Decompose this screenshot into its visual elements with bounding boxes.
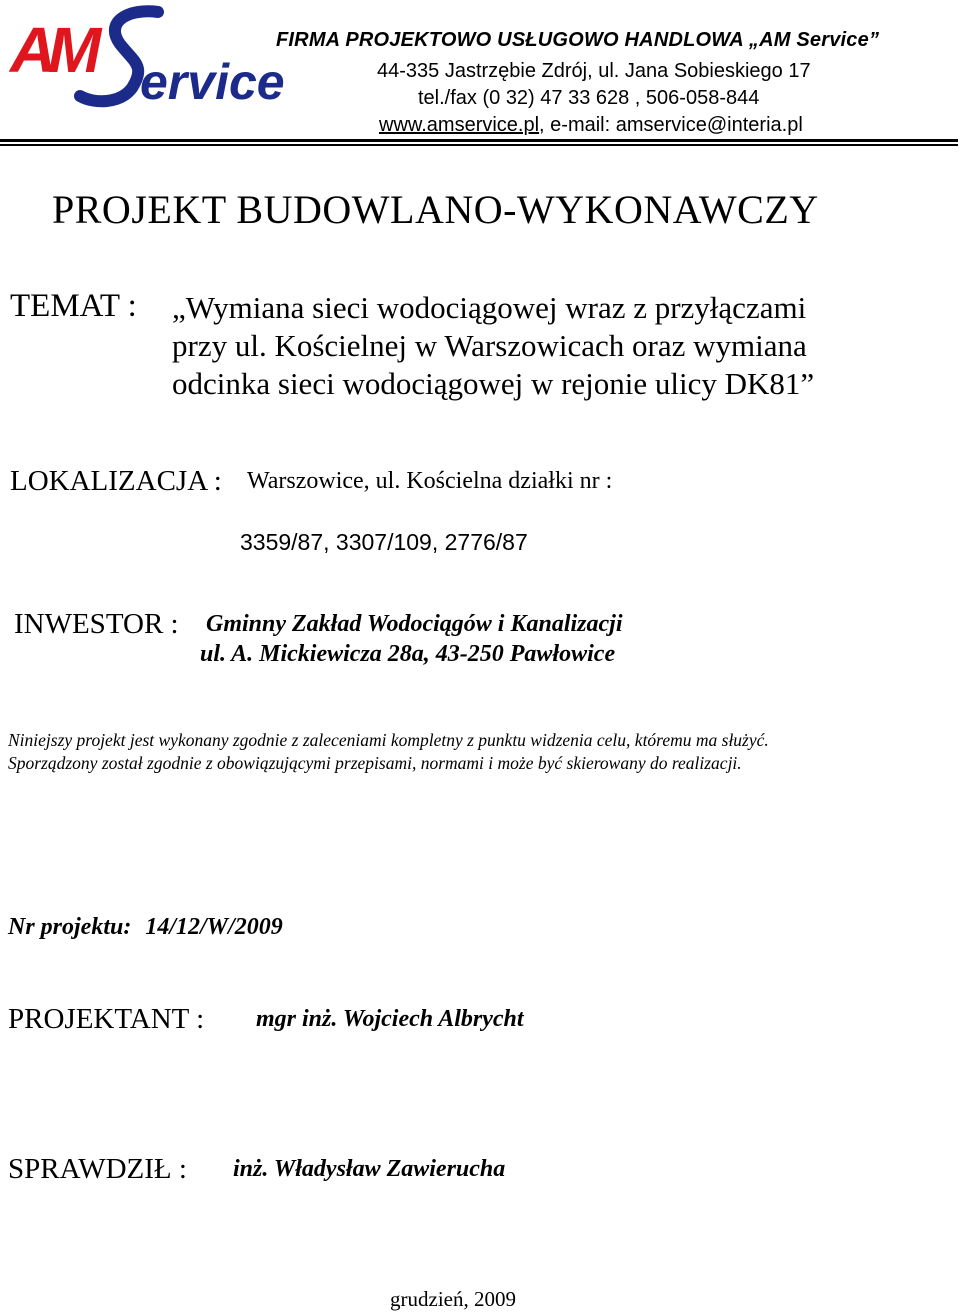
temat-label: TEMAT : <box>10 288 137 324</box>
document-title: PROJEKT BUDOWLANO-WYKONAWCZY <box>52 187 819 232</box>
project-number <box>8 914 283 941</box>
document-date: grudzień, 2009 <box>390 1287 516 1311</box>
svg-text:A: A <box>10 14 57 86</box>
email-address: amservice@interia.pl <box>615 114 803 136</box>
inwestor-label: INWESTOR : <box>14 608 179 640</box>
company-name: FIRMA PROJEKTOWO USŁUGOWO HANDLOWA „AM Service” <box>276 29 880 51</box>
sprawdzil-label: SPRAWDZIŁ : <box>8 1153 187 1185</box>
company-phone: tel./fax (0 32) 47 33 628 , 506-058-844 <box>418 87 760 109</box>
statement-line-1: Niniejszy projekt jest wykonany zgodnie z zaleceniami kompletny z punktu widzenia celu, któremu ma służyć. <box>8 730 769 750</box>
inwestor-name: Gminny Zakład Wodociągów i Kanalizacji <box>206 611 623 637</box>
temat-line-2: przy ul. Kościelnej w Warszowicach oraz wymiana <box>172 328 807 363</box>
inwestor-address: ul. A. Mickiewicza 28a, 43-250 Pawłowice <box>200 641 616 667</box>
plot-numbers: 3359/87, 3307/109, 2776/87 <box>240 529 528 555</box>
project-number-label: Nr projektu: <box>8 914 132 940</box>
svg-text:M: M <box>48 14 102 86</box>
svg-text:ervice: ervice <box>140 54 285 110</box>
projektant-label: PROJEKTANT : <box>8 1003 205 1035</box>
projektant-name: mgr inż. Wojciech Albrycht <box>256 1006 524 1032</box>
company-contact <box>379 114 803 137</box>
header-rule-bottom <box>0 144 958 146</box>
lokalizacja-value: Warszowice, ul. Kościelna działki nr : <box>247 468 613 494</box>
statement-line-2: Sporządzony został zgodnie z obowiązującymi przepisami, normami i może być skierowany do realizacji. <box>8 753 742 773</box>
company-address: 44-335 Jastrzębie Zdrój, ul. Jana Sobieskiego 17 <box>377 60 811 82</box>
header-rule-top <box>0 139 958 142</box>
project-number-value: 14/12/W/2009 <box>145 914 283 940</box>
temat-line-1: „Wymiana sieci wodociągowej wraz z przyłączami <box>172 290 807 325</box>
sprawdzil-name: inż. Władysław Zawierucha <box>233 1156 506 1182</box>
website-link[interactable]: www.amservice.pl <box>379 114 540 136</box>
temat-line-3: odcinka sieci wodociągowej w rejonie ulicy DK81” <box>172 366 815 401</box>
company-logo <box>8 4 285 110</box>
email-separator: , e-mail: <box>539 114 616 136</box>
lokalizacja-label: LOKALIZACJA : <box>10 465 222 497</box>
